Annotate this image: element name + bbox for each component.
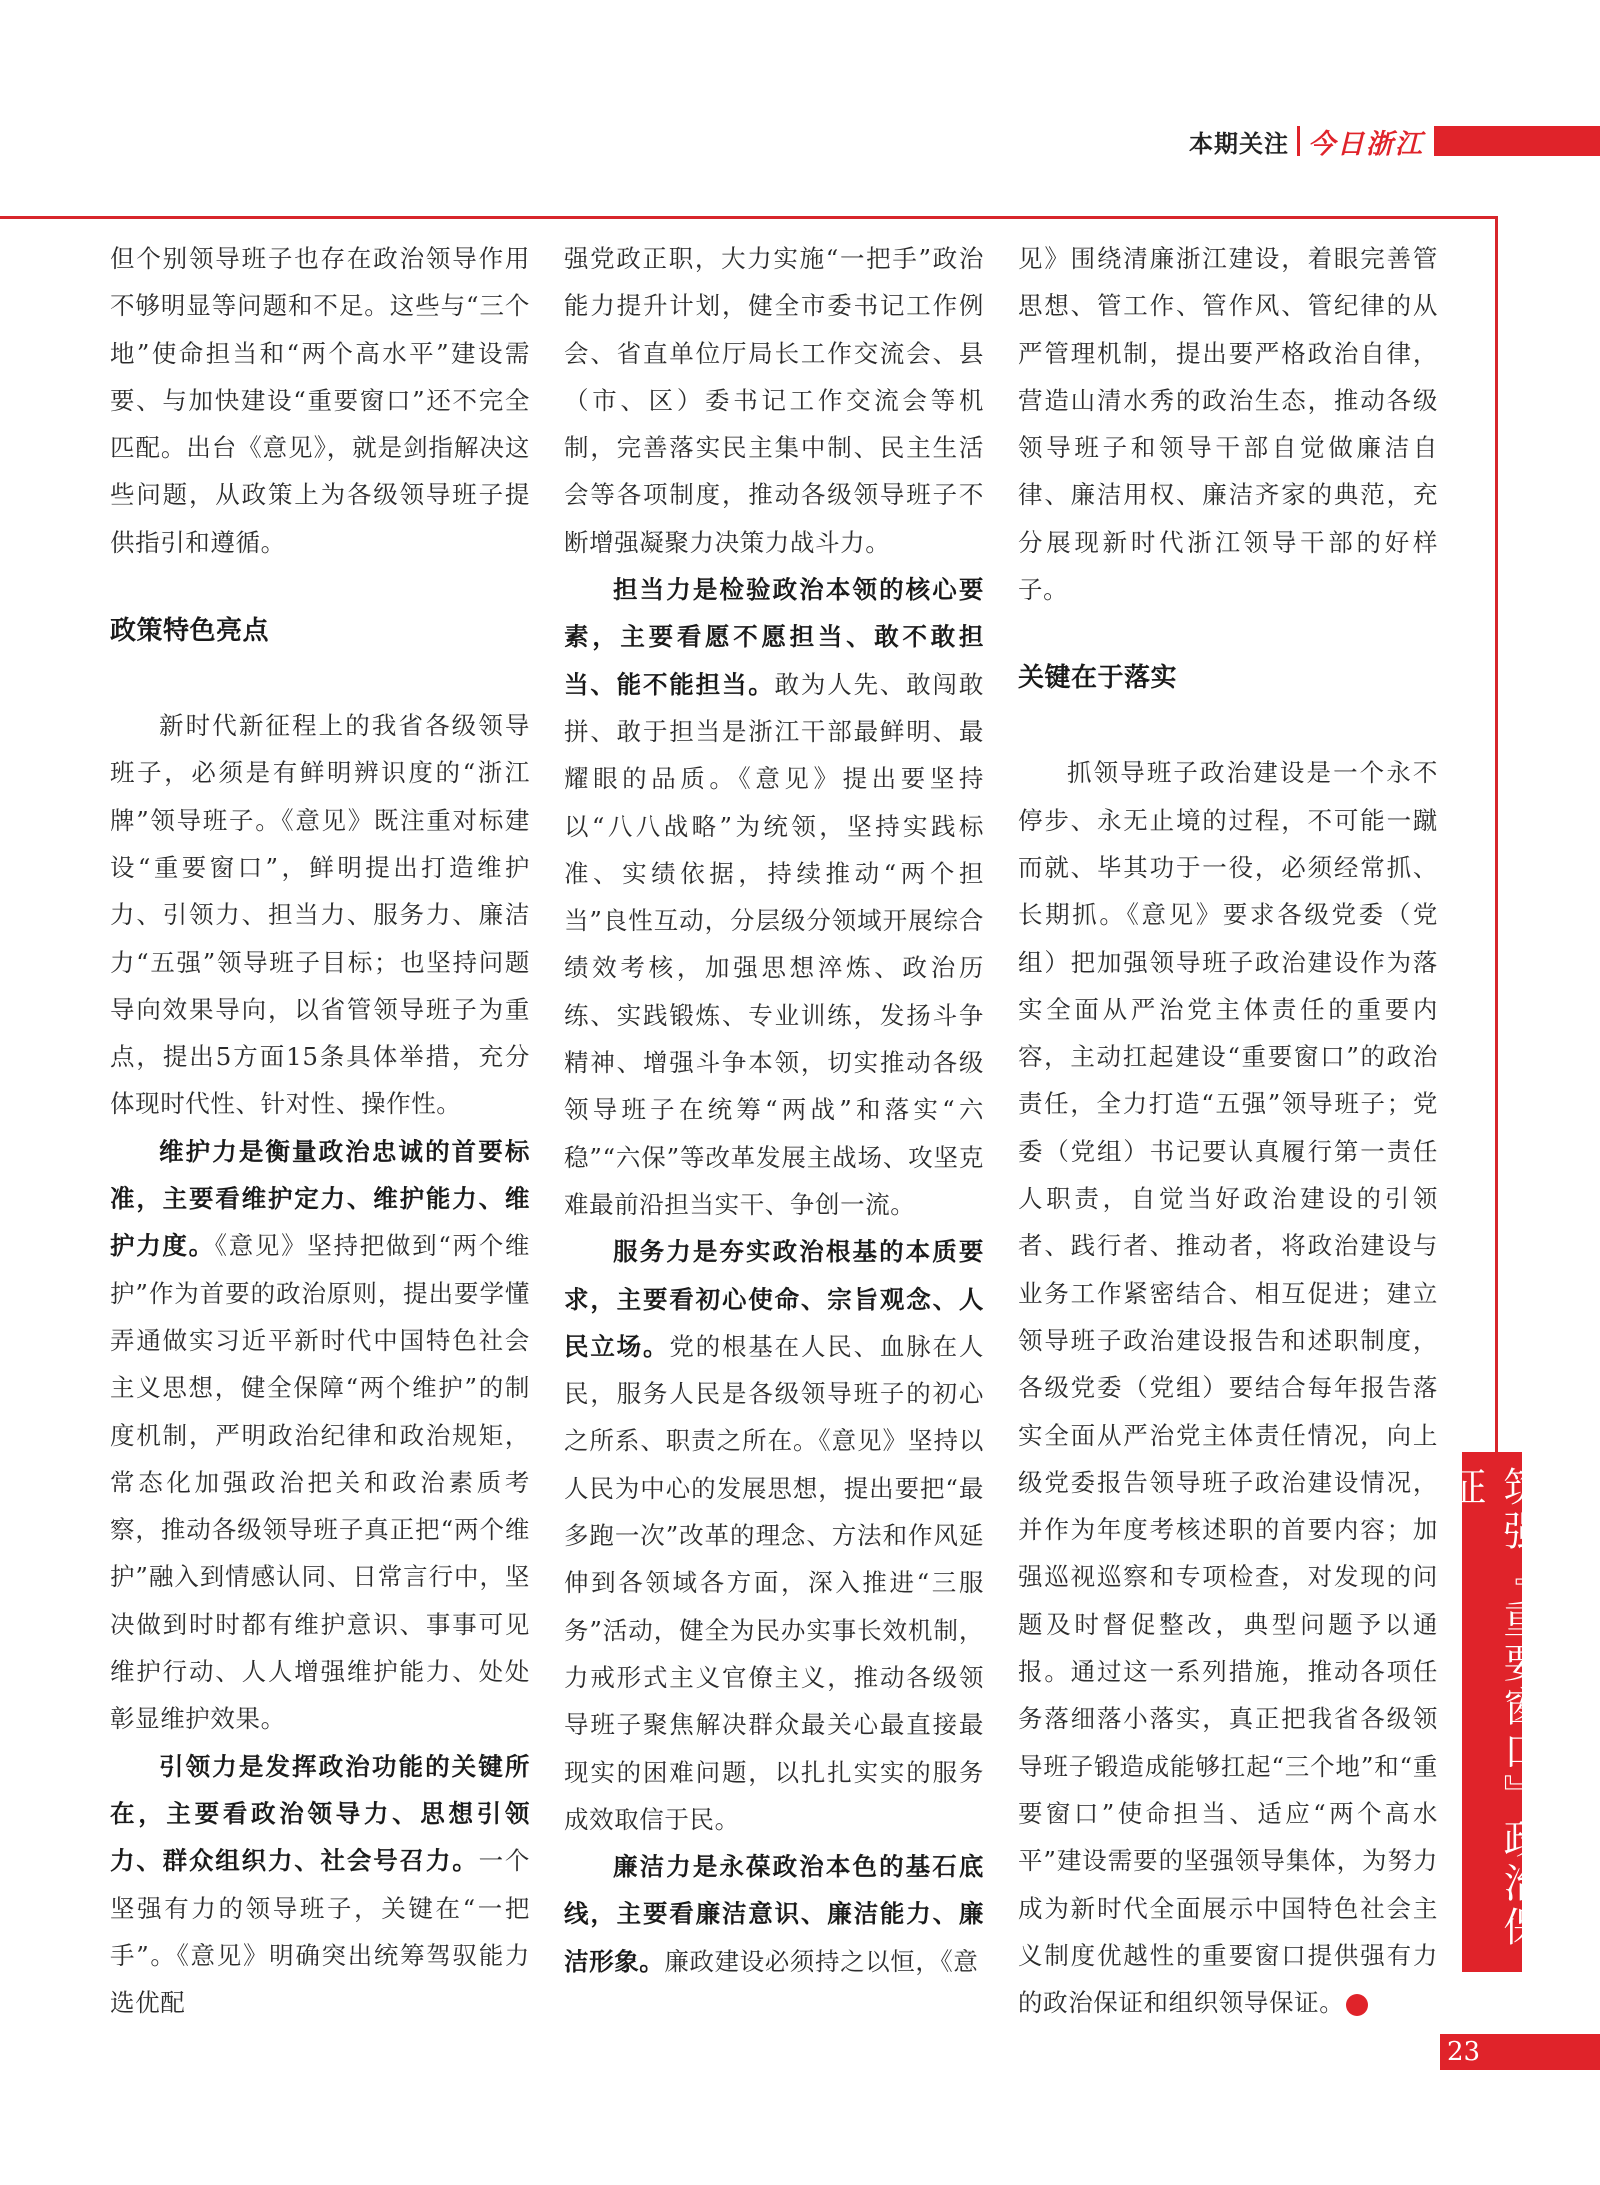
- paragraph: 见》围绕清廉浙江建设，着眼完善管思想、管工作、管作风、管纪律的从严管理机制，提出要严格政治自律，营造山清水秀的政治生态，推动各级领导班子和领导干部自觉做廉洁自律、廉洁用权、廉洁齐家的典范，充分展现新时代浙江领导干部的好样子。: [1018, 244, 1438, 605]
- paragraph-lead: 廉洁力是永葆政治本色的基石底线，主要看廉洁意识、廉洁能力、廉洁形象。: [564, 1852, 984, 1976]
- paragraph: [1018, 749, 1438, 2026]
- paragraph: 新时代新征程上的我省各级领导班子，必须是有鲜明辨识度的“浙江牌”领导班子。《意见》既注重对标建设“重要窗口”，鲜明提出打造维护力、引领力、担当力、服务力、廉洁力“五强”领导班子目标；也坚持问题导向效果导向，以省管领导班子为重点，提出5方面15条具体举措，充分体现时代性、针对性、操作性。: [110, 711, 530, 1119]
- paragraph-body: 抓领导班子政治建设是一个永不停步、永无止境的过程，不可能一蹴而就、毕其功于一役，必须经常抓、长期抓。《意见》要求各级党委（党组）把加强领导班子政治建设作为落实全面从严治党主体责任的重要内容，主动扛起建设“重要窗口”的政治责任，全力打造“五强”领导班子；党委（党组）书记要认真履行第一责任人职责，自觉当好政治建设的引领者、践行者、推动者，将政治建设与业务工作紧密结合、相互促进；建立领导班子政治建设报告和述职制度，各级党委（党组）要结合每年报告落实全面从严治党主体责任情况，向上级党委报告领导班子政治建设情况，并作为年度考核述职的首要内容；加强巡视巡察和专项检查，对发现的问题及时督促整改，典型问题予以通报。通过这一系列措施，推动各项任务落细落小落实，真正把我省各级领导班子锻造成能够扛起“三个地”和“重要窗口”使命担当、适应“两个高水平”建设需要的坚强领导集体，为努力成为新时代全面展示中国特色社会主义制度优越性的重要窗口提供强有力的政治保证和组织领导保证。: [1018, 758, 1438, 2018]
- section-heading: 政策特色亮点: [110, 616, 270, 647]
- magazine-logo: 今日浙江: [1308, 128, 1424, 160]
- paragraph: [564, 1843, 984, 1985]
- paragraph-body: 廉政建设必须持之以恒，《意: [664, 1946, 979, 1976]
- section-label: 本期关注: [1189, 129, 1289, 158]
- paragraph-lead: 担当力是检验政治本领的核心要素，主要看愿不愿担当、敢不敢担当、能不能担当。: [564, 575, 984, 699]
- column-2: [564, 235, 984, 1985]
- column-3: [1018, 235, 1438, 2026]
- side-banner-title: 筑强『重要窗口』政治保证: [1440, 1466, 1543, 1950]
- end-mark-icon: 今: [1346, 1994, 1368, 2016]
- paragraph-lead: 引领力是发挥政治功能的关键所在，主要看政治领导力、思想引领力、群众组织力、社会号召力。: [110, 1751, 530, 1876]
- frame-right-rule: [1495, 216, 1498, 1456]
- column-1: [110, 235, 530, 2026]
- paragraph-body: 一个坚强有力的领导班子，关键在“一把手”。《意见》明确突出统筹驾驭能力选优配: [110, 1846, 531, 2018]
- side-banner: [1440, 1452, 1543, 1972]
- header-divider: [1297, 126, 1300, 156]
- paragraph: 强党政正职，大力实施“一把手”政治能力提升计划，健全市委书记工作例会、省直单位厅局长工作交流会、县（市、区）委书记工作交流会等机制，完善落实民主集中制、民主生活会等各项制度，推动各级领导班子不断增强凝聚力决策力战斗力。: [564, 244, 984, 557]
- paragraph: [564, 1228, 984, 1843]
- paragraph: 但个别领导班子也存在政治领导作用不够明显等问题和不足。这些与“三个地”使命担当和“两个高水平”建设需要、与加快建设“重要窗口”还不完全匹配。出台《意见》，就是剑指解决这些问题，从政策上为各级领导班子提供指引和遵循。: [110, 244, 530, 557]
- paragraph: [110, 1128, 530, 1743]
- frame-top-rule: [0, 216, 1498, 219]
- paragraph-body: 敢为人先、敢闯敢拼、敢于担当是浙江干部最鲜明、最耀眼的品质。《意见》提出要坚持以“八八战略”为统领，坚持实践标准、实绩依据，持续推动“两个担当”良性互动，分层级分领域开展综合绩效考核，加强思想淬炼、政治历练、实践锻炼、专业训练，发扬斗争精神、增强斗争本领，切实推动各级领导班子在统筹“两战”和落实“六稳”“六保”等改革发展主战场、攻坚克难最前沿担当实干、争创一流。: [564, 669, 984, 1219]
- section-heading: 关键在于落实: [1018, 663, 1178, 694]
- page-number: 23: [1447, 2037, 1481, 2067]
- header-red-bar: [1434, 126, 1600, 156]
- paragraph-body: 《意见》坚持把做到“两个维护”作为首要的政治原则，提出要学懂弄通做实习近平新时代中国特色社会主义思想，健全保障“两个维护”的制度机制，严明政治纪律和政治规矩，常态化加强政治把关和政治素质考察，推动各级领导班子真正把“两个维护”融入到情感认同、日常言行中，坚决做到时时都有维护意识、事事可见维护行动、人人增强维护能力、处处彰显维护效果。: [110, 1231, 530, 1734]
- paragraph: [110, 1743, 530, 2027]
- paragraph-body: 党的根基在人民、血脉在人民，服务人民是各级领导班子的初心之所系、职责之所在。《意见》坚持以人民为中心的发展思想，提出要把“最多跑一次”改革的理念、方法和作风延伸到各领域各方面，深入推进“三服务”活动，健全为民办实事长效机制，力戒形式主义官僚主义，推动各级领导班子聚焦解决群众最关心最直接最现实的困难问题，以扎扎实实的服务成效取信于民。: [564, 1331, 984, 1834]
- page-header: [1189, 124, 1600, 158]
- paragraph: [564, 566, 984, 1228]
- paragraph-lead: 服务力是夯实政治根基的本质要求，主要看初心使命、宗旨观念、人民立场。: [564, 1237, 984, 1361]
- paragraph-lead: 维护力是衡量政治忠诚的首要标准，主要看维护定力、维护能力、维护力度。: [110, 1136, 530, 1261]
